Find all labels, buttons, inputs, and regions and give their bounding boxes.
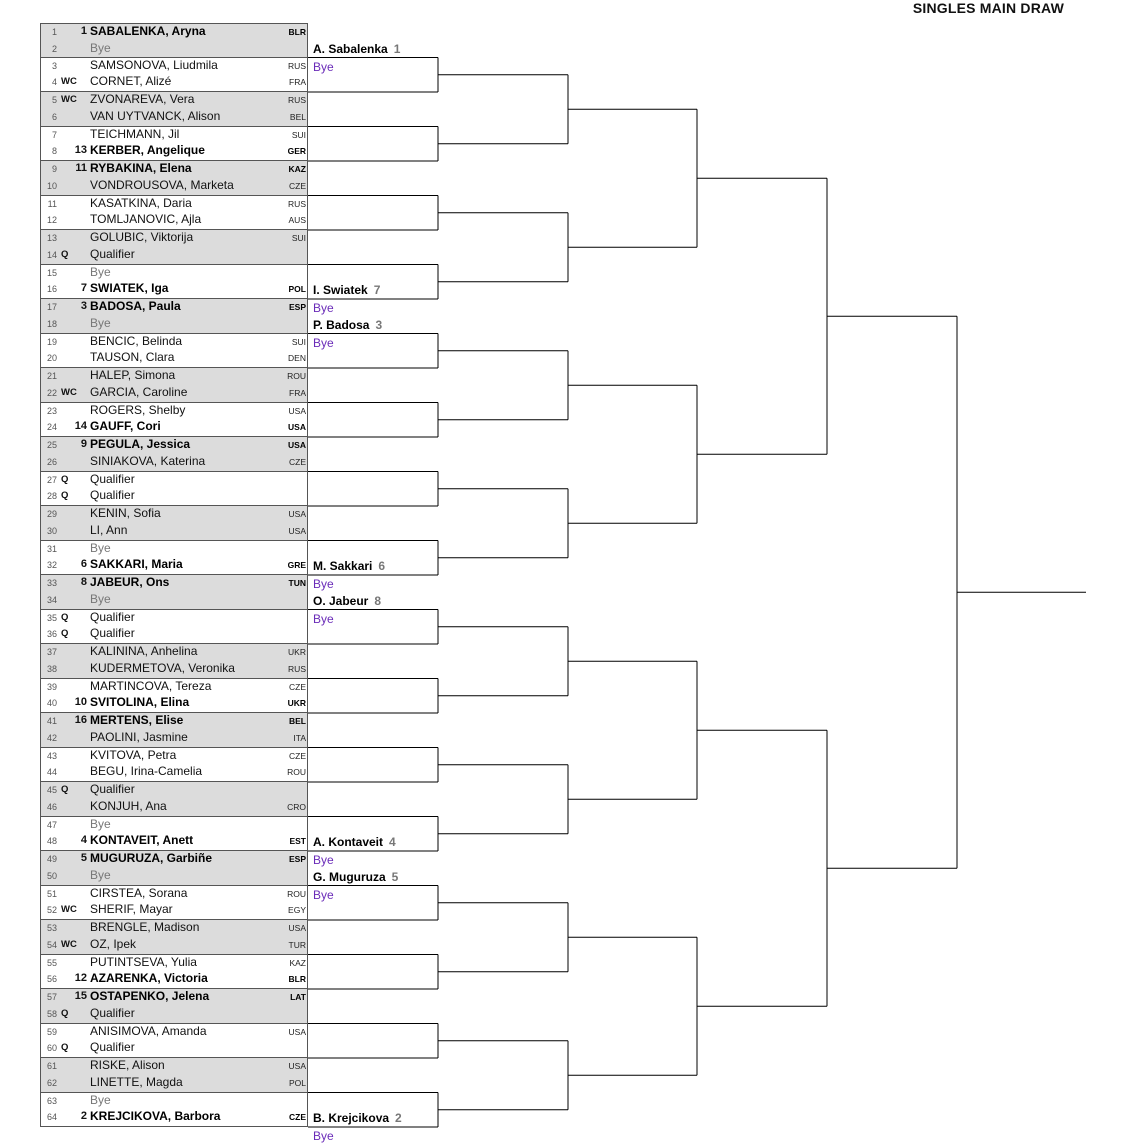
winner-seed: 1 (393, 41, 401, 56)
player-name: SWIATEK, Iga (90, 281, 169, 296)
seed-number: 16 (74, 714, 87, 726)
player-nation: RUS (288, 663, 306, 674)
player-name: CIRSTEA, Sorana (90, 885, 188, 900)
round2-winner (313, 283, 380, 297)
player-nation: DEN (288, 353, 306, 364)
player-name: KENIN, Sofia (90, 506, 161, 520)
player-name: BENCIC, Belinda (90, 333, 183, 348)
player-name: KUDERMETOVA, Veronika (90, 660, 235, 675)
player-nation: ESP (288, 302, 306, 312)
player-name: LINETTE, Magda (90, 1074, 183, 1089)
seed-number: 10 (74, 696, 87, 709)
player-name: SAMSONOVA, Liudmila (90, 57, 218, 72)
player-name: Bye (90, 40, 111, 55)
entry-status: Q (61, 611, 69, 623)
entry-status: WC (61, 904, 77, 916)
seed-number: 2 (80, 1110, 87, 1123)
player-name: Bye (90, 264, 111, 279)
player-nation: ITA (293, 732, 306, 743)
player-nation: TUR (288, 939, 306, 950)
round2-winner (313, 870, 398, 884)
player-nation: USA (288, 923, 306, 933)
draw-position: 59 (46, 1026, 57, 1037)
player-name: OZ, Ipek (90, 936, 137, 951)
player-name: SHERIF, Mayar (90, 902, 173, 917)
draw-position: 25 (46, 440, 57, 450)
draw-position: 64 (46, 1112, 57, 1123)
draw-position: 18 (46, 318, 57, 329)
player-name: ZVONAREVA, Vera (90, 92, 195, 106)
winner-seed: 4 (389, 835, 396, 849)
draw-position: 47 (46, 819, 57, 830)
player-nation: AUS (288, 215, 306, 226)
player-name: Qualifier (90, 782, 135, 796)
draw-position: 48 (46, 836, 57, 847)
player-nation: SUI (291, 233, 306, 243)
player-nation: EST (289, 836, 306, 847)
winner-seed: 6 (378, 559, 386, 573)
player-nation: BLR (288, 27, 306, 37)
player-name: GAUFF, Cori (90, 419, 161, 434)
draw-position: 30 (46, 525, 57, 536)
player-name: RYBAKINA, Elena (90, 161, 192, 175)
winner-seed: 8 (374, 593, 382, 608)
draw-position: 36 (46, 629, 57, 640)
winner-name: B. Krejcikova (313, 1111, 390, 1125)
player-name: Bye (90, 1092, 111, 1107)
player-nation: KAZ (288, 164, 306, 174)
player-name: KERBER, Angelique (90, 143, 205, 158)
player-name: Bye (90, 315, 111, 330)
round2-score: Bye (313, 301, 334, 315)
seed-number: 13 (74, 144, 87, 157)
draw-position: 55 (46, 957, 57, 968)
player-name: KONJUH, Ana (90, 798, 167, 813)
page-title: SINGLES MAIN DRAW (912, 0, 1064, 16)
draw-position: 50 (46, 870, 57, 881)
player-name: KONTAVEIT, Anett (90, 833, 194, 848)
player-name: Qualifier (90, 471, 135, 486)
player-name: SAKKARI, Maria (90, 557, 183, 572)
player-name: Qualifier (90, 488, 135, 503)
round2-score: Bye (313, 887, 334, 902)
draw-position: 58 (46, 1008, 57, 1019)
draw-position: 12 (46, 215, 57, 226)
draw-position: 41 (46, 716, 57, 726)
entry-status: Q (61, 473, 69, 485)
draw-position: 34 (46, 594, 57, 605)
draw-position: 28 (46, 491, 57, 502)
player-nation: SUI (291, 336, 306, 347)
player-name: AZARENKA, Victoria (90, 971, 208, 986)
player-name: BEGU, Irina-Camelia (90, 764, 203, 779)
draw-position: 42 (46, 732, 57, 743)
draw-position: 43 (46, 750, 57, 761)
draw-position: 45 (46, 785, 57, 795)
player-nation: POL (288, 1077, 306, 1088)
draw-position: 33 (46, 578, 57, 588)
player-name: Bye (90, 591, 111, 606)
draw-position: 24 (46, 422, 57, 433)
entry-status: Q (61, 628, 69, 640)
player-name: ROGERS, Shelby (90, 402, 186, 417)
round2-score: Bye (313, 853, 334, 867)
player-nation: USA (288, 1061, 306, 1071)
winner-name: M. Sakkari (313, 559, 373, 573)
draw-position: 35 (46, 612, 57, 623)
draw-position: 16 (46, 284, 57, 295)
player-nation: UKR (287, 698, 306, 709)
player-name: BADOSA, Paula (90, 299, 181, 313)
player-name: TOMLJANOVIC, Ajla (90, 212, 202, 227)
draw-position: 4 (51, 77, 57, 88)
player-name: SABALENKA, Aryna (90, 24, 206, 38)
seed-number: 4 (80, 834, 87, 847)
seed-number: 11 (75, 162, 87, 174)
draw-position: 56 (46, 974, 57, 985)
round2-score: Bye (313, 1129, 334, 1143)
draw-position: 62 (46, 1077, 57, 1088)
player-nation: ROU (287, 767, 306, 778)
entry-status: Q (61, 784, 69, 795)
draw-position: 11 (47, 198, 57, 209)
player-nation: CRO (287, 801, 306, 812)
player-nation: ROU (287, 371, 306, 381)
draw-position: 21 (46, 371, 57, 381)
round2-score: Bye (313, 335, 334, 350)
player-nation: BLR (288, 974, 306, 985)
entry-status: WC (61, 76, 77, 88)
draw-position: 13 (46, 233, 57, 243)
round2-winner (313, 835, 396, 849)
seed-number: 14 (74, 420, 87, 433)
player-name: TAUSON, Clara (90, 350, 175, 365)
player-name: ANISIMOVA, Amanda (90, 1023, 207, 1038)
player-name: KASATKINA, Daria (90, 195, 192, 210)
player-name: BRENGLE, Madison (90, 920, 200, 934)
entry-status: Q (61, 248, 69, 260)
draw-position: 38 (46, 663, 57, 674)
player-nation: ROU (287, 888, 306, 899)
draw-position: 15 (46, 267, 57, 278)
draw-position: 19 (46, 336, 57, 347)
draw-position: 6 (51, 111, 57, 122)
draw-position: 46 (46, 801, 57, 812)
player-nation: FRA (289, 77, 306, 88)
entry-status: Q (61, 1042, 69, 1054)
player-nation: UKR (288, 647, 306, 657)
seed-number: 7 (80, 282, 87, 295)
player-name: LI, Ann (90, 522, 128, 537)
player-name: TEICHMANN, Jil (90, 126, 180, 141)
player-name: MERTENS, Elise (90, 713, 184, 727)
player-nation: RUS (288, 95, 306, 105)
draw-position: 26 (46, 456, 57, 467)
player-nation: BEL (289, 111, 306, 122)
draw-position: 39 (46, 681, 57, 692)
draw-position: 54 (46, 939, 57, 950)
round2-winner (313, 1111, 402, 1125)
player-nation: BEL (289, 716, 306, 726)
player-nation: EGY (288, 905, 306, 916)
round2-winner (313, 42, 400, 56)
player-nation: USA (288, 440, 306, 450)
player-nation: CZE (289, 750, 306, 761)
draw-position: 23 (46, 405, 57, 416)
seed-number: 6 (80, 558, 87, 571)
entry-status: Q (61, 1007, 69, 1019)
draw-position: 44 (46, 767, 57, 778)
player-name: JABEUR, Ons (90, 575, 170, 589)
draw-position: 52 (46, 905, 57, 916)
draw-position: 61 (46, 1061, 57, 1071)
draw-position: 60 (46, 1043, 57, 1054)
player-name: Bye (90, 816, 111, 831)
draw-position: 10 (46, 180, 57, 191)
player-nation: POL (288, 284, 306, 295)
entry-status: WC (61, 386, 77, 398)
player-name: Qualifier (90, 609, 135, 624)
seed-number: 15 (74, 990, 87, 1002)
round2-score: Bye (313, 577, 334, 591)
player-nation: GER (287, 146, 306, 157)
draw-position: 2 (51, 43, 57, 54)
draw-position: 1 (51, 27, 57, 37)
draw-position: 29 (46, 509, 57, 519)
winner-name: I. Swiatek (313, 283, 368, 297)
player-name: MUGURUZA, Garbiñe (90, 851, 213, 865)
player-name: VAN UYTVANCK, Alison (90, 108, 221, 123)
draw-position: 5 (51, 95, 57, 105)
player-nation: CZE (289, 1112, 306, 1123)
draw-position: 31 (46, 543, 57, 554)
player-name: CORNET, Alizé (90, 74, 172, 89)
winner-seed: 3 (375, 317, 383, 332)
seed-number: 3 (80, 300, 87, 312)
player-nation: USA (288, 422, 306, 433)
draw-position: 27 (46, 474, 57, 485)
player-nation: ESP (288, 854, 306, 864)
player-name: SINIAKOVA, Katerina (90, 453, 206, 468)
player-name: VONDROUSOVA, Marketa (90, 177, 234, 192)
player-nation: LAT (290, 992, 306, 1002)
seed-number: 9 (80, 438, 87, 450)
player-nation: CZE (289, 180, 306, 191)
entry-status: WC (61, 94, 77, 105)
round2-score: Bye (313, 59, 334, 74)
entry-status: WC (61, 938, 77, 950)
player-nation: USA (288, 525, 306, 536)
draw-position: 40 (46, 698, 57, 709)
player-name: Qualifier (90, 1040, 135, 1055)
winner-seed: 2 (395, 1111, 402, 1125)
winner-name: G. Muguruza (313, 869, 386, 884)
player-name: OSTAPENKO, Jelena (90, 989, 210, 1003)
player-nation: TUN (288, 578, 306, 588)
player-name: HALEP, Simona (90, 368, 176, 382)
player-name: GOLUBIC, Viktorija (90, 230, 194, 244)
round2-winner (313, 559, 385, 573)
draw-position: 14 (46, 249, 57, 260)
entry-status: Q (61, 490, 69, 502)
round2-score: Bye (313, 611, 334, 626)
player-nation: SUI (291, 129, 306, 140)
draw-position: 7 (51, 129, 57, 140)
draw-position: 8 (51, 146, 57, 157)
player-name: Qualifier (90, 246, 135, 261)
player-nation: KAZ (289, 957, 306, 968)
winner-name: A. Kontaveit (313, 835, 384, 849)
player-name: GARCIA, Caroline (90, 384, 188, 399)
winner-name: A. Sabalenka (313, 41, 388, 56)
player-nation: USA (288, 1026, 306, 1037)
player-name: Qualifier (90, 626, 135, 641)
player-name: PUTINTSEVA, Yulia (90, 954, 197, 969)
player-name: KVITOVA, Petra (90, 747, 177, 762)
player-name: KALININA, Anhelina (90, 644, 198, 658)
draw-position: 20 (46, 353, 57, 364)
winner-seed: 5 (391, 869, 399, 884)
player-name: Qualifier (90, 1005, 135, 1020)
player-nation: USA (288, 509, 306, 519)
round2-winner (313, 594, 381, 608)
seed-number: 1 (80, 25, 87, 37)
round2-winner (313, 318, 382, 332)
draw-position: 17 (46, 302, 57, 312)
draw-position: 49 (46, 854, 57, 864)
draw-position: 3 (51, 60, 57, 71)
player-name: MARTINCOVA, Tereza (90, 678, 212, 693)
player-nation: CZE (289, 456, 306, 467)
player-name: Bye (90, 540, 111, 555)
player-name: RISKE, Alison (90, 1058, 165, 1072)
draw-position: 51 (46, 888, 57, 899)
draw-position: 9 (51, 164, 57, 174)
player-nation: RUS (288, 198, 306, 209)
player-nation: RUS (288, 60, 306, 71)
draw-position: 37 (46, 647, 57, 657)
winner-name: O. Jabeur (313, 593, 369, 608)
player-name: PEGULA, Jessica (90, 437, 191, 451)
seed-number: 5 (80, 852, 87, 864)
seed-number: 12 (74, 972, 87, 985)
draw-position: 57 (46, 992, 57, 1002)
winner-seed: 7 (373, 283, 381, 297)
player-name: Bye (90, 867, 111, 882)
player-nation: USA (288, 405, 306, 416)
player-nation: GRE (287, 560, 306, 571)
draw-position: 32 (46, 560, 57, 571)
player-nation: FRA (289, 387, 306, 398)
player-name: KREJCIKOVA, Barbora (90, 1109, 221, 1124)
draw-position: 53 (46, 923, 57, 933)
player-name: SVITOLINA, Elina (90, 695, 190, 710)
draw-position: 22 (46, 387, 57, 398)
draw-position: 63 (46, 1095, 57, 1106)
player-name: PAOLINI, Jasmine (90, 729, 188, 744)
player-nation: CZE (289, 681, 306, 692)
seed-number: 8 (80, 576, 87, 588)
winner-name: P. Badosa (313, 317, 370, 332)
